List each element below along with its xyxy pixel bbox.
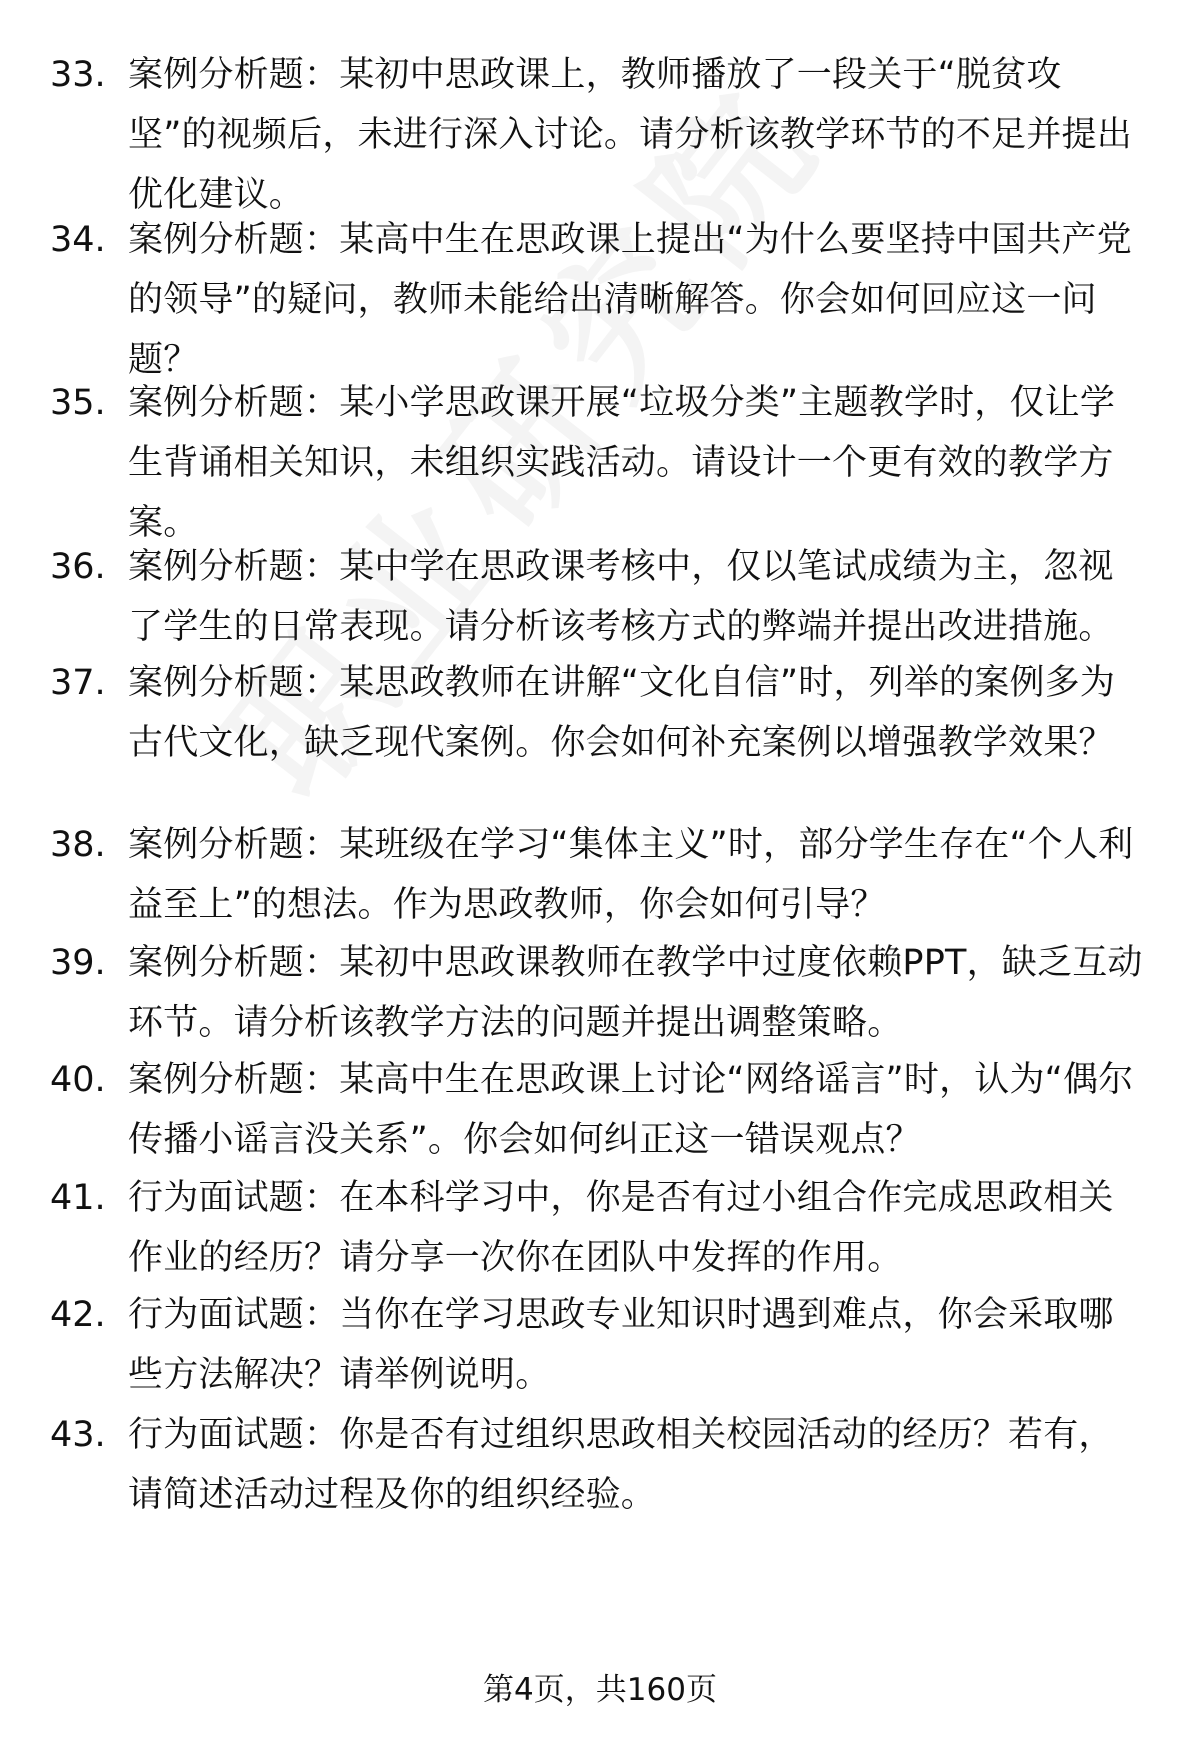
question-number: 38. xyxy=(50,825,106,865)
question-number: 39. xyxy=(50,943,106,983)
question-number: 33. xyxy=(50,55,106,95)
question-text: 案例分析题：某高中生在思政课上提出“为什么要坚持中国共产党的领导”的疑问，教师未能给出清晰解答。你会如何回应这一问题？ xyxy=(128,220,1132,380)
question-text: 案例分析题：某初中思政课上，教师播放了一段关于“脱贫攻坚”的视频后，未进行深入讨论。请分析该教学环节的不足并提出优化建议。 xyxy=(128,55,1132,215)
question-text: 案例分析题：某中学在思政课考核中，仅以笔试成绩为主，忽视了学生的日常表现。请分析该考核方式的弊端并提出改进措施。 xyxy=(128,547,1114,647)
question-text: 行为面试题：你是否有过组织思政相关校园活动的经历？若有，请简述活动过程及你的组织经验。 xyxy=(128,1415,1114,1515)
question-number: 41. xyxy=(50,1178,106,1218)
question-text: 案例分析题：某初中思政课教师在教学中过度依赖PPT，缺乏互动环节。请分析该教学方法的问题并提出调整策略。 xyxy=(128,943,1143,1043)
question-text: 案例分析题：某高中生在思政课上讨论“网络谣言”时，认为“偶尔传播小谣言没关系”。你会如何纠正这一错误观点？ xyxy=(128,1060,1134,1160)
question-number: 43. xyxy=(50,1415,106,1455)
question-text: 行为面试题：在本科学习中，你是否有过小组合作完成思政相关作业的经历？请分享一次你在团队中发挥的作用。 xyxy=(128,1178,1114,1278)
page-number-footer: 第4页，共160页 xyxy=(483,1672,717,1708)
question-number: 42. xyxy=(50,1295,106,1335)
question-number: 40. xyxy=(50,1060,106,1100)
question-text: 案例分析题：某班级在学习“集体主义”时，部分学生存在“个人利益至上”的想法。作为思政教师，你会如何引导？ xyxy=(128,825,1134,925)
question-text: 案例分析题：某思政教师在讲解“文化自信”时，列举的案例多为古代文化，缺乏现代案例。你会如何补充案例以增强教学效果？ xyxy=(128,663,1116,763)
question-number: 34. xyxy=(50,220,106,260)
question-number: 37. xyxy=(50,663,106,703)
question-number: 36. xyxy=(50,547,106,587)
question-number: 35. xyxy=(50,383,106,423)
question-text: 行为面试题：当你在学习思政专业知识时遇到难点，你会采取哪些方法解决？请举例说明。 xyxy=(128,1295,1114,1395)
question-text: 案例分析题：某小学思政课开展“垃圾分类”主题教学时，仅让学生背诵相关知识，未组织实践活动。请设计一个更有效的教学方案。 xyxy=(128,383,1116,543)
